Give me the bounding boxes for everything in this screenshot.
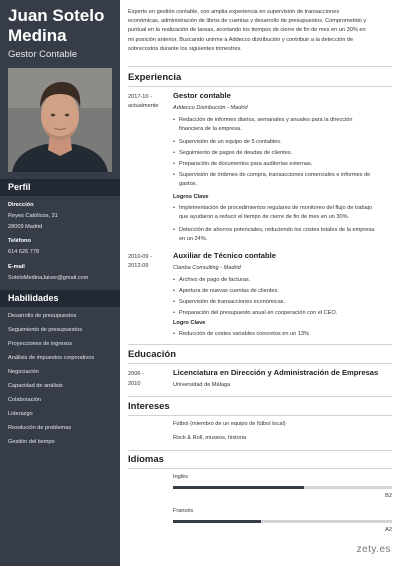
skill-item: Proyecciones de ingresos — [8, 341, 73, 347]
phone-label: Teléfono — [8, 238, 31, 244]
email-value[interactable]: SoteloMedinaJaiver@gmail.com — [8, 275, 89, 281]
language-name: Francés — [173, 508, 194, 514]
job2-date-start: 2010-09 - — [128, 254, 152, 260]
job1-date-end: actualmente — [128, 103, 159, 109]
skill-item: Gestión del tiempo — [8, 439, 55, 445]
language-level-bar — [173, 520, 392, 523]
divider — [128, 396, 392, 397]
education-degree: Licenciatura en Dirección y Administración de Empresas — [173, 368, 379, 377]
job2-key-label: Logro Clave — [173, 320, 206, 326]
phone-value: 614 626 778 — [8, 249, 40, 255]
skill-item: Negociación — [8, 369, 39, 375]
job2-key-bullet: • Reducción de costes variables concretos en un 13% — [173, 330, 391, 339]
education-title: Educación — [128, 349, 177, 360]
divider — [128, 86, 392, 87]
summary-line: económicas, administración de libros de cuentas y desarrollo de presupuestos. Comprometido y — [128, 18, 367, 25]
skill-item: Seguimiento de presupuestos — [8, 327, 83, 333]
profile-photo — [8, 68, 112, 172]
job2-date-end: 2012-09 — [128, 263, 149, 269]
skill-item: Análisis de impuestos corporativos — [8, 355, 95, 361]
language-level-bar — [173, 486, 392, 489]
candidate-name — [8, 6, 118, 46]
sidebar — [0, 0, 120, 566]
language-level: B2 — [385, 493, 392, 499]
summary-paragraph — [128, 8, 392, 54]
job2-title: Auxiliar de Técnico contable — [173, 251, 276, 260]
job-role: Gestor Contable — [8, 49, 78, 60]
education-date-start: 2006 - — [128, 371, 144, 377]
bullet-line: financiera de la empresa. — [179, 126, 242, 133]
bullet-line: gastos. — [179, 181, 198, 188]
language-level: A2 — [385, 527, 392, 533]
job1-bullet: • Preparación de documentos para auditorías externas. — [173, 160, 391, 169]
job2-bullet: • Supervisión de transacciones económicas. — [173, 298, 391, 307]
main-content — [120, 0, 400, 566]
divider — [128, 468, 392, 469]
job1-company: Addecco Distribución - Madrid — [173, 105, 248, 111]
summary-line: sobrecostos durante los siguientes trimestres. — [128, 45, 242, 52]
job2-bullet: • Preparación del presupuesto anual en cooperación con el CEO. — [173, 309, 391, 318]
summary-line: puntual en la realización de tareas, acortando los tiempos de cierre de fin de mes en un 30% en — [128, 27, 366, 34]
job2-company: Clanba Consulting - Madrid — [173, 265, 241, 271]
skill-item: Liderazgo — [8, 411, 33, 417]
experience-title: Experiencia — [128, 72, 182, 83]
language-level-fill — [173, 486, 304, 489]
profile-header: Perfil — [0, 179, 120, 196]
brand-logo: zety.es — [356, 544, 391, 555]
job1-key-bullet — [173, 204, 391, 222]
divider — [128, 66, 392, 67]
job2-bullet: • Apertura de nuevas cuentas de clientes. — [173, 287, 391, 296]
interests-title: Intereses — [128, 401, 170, 412]
name-line-2: Medina — [8, 26, 67, 45]
name-line-1: Juan Sotelo — [8, 6, 105, 25]
interest-item: Rock & Roll, museos, historia — [173, 435, 247, 441]
bullet-line: • Detección de ahorros potenciales, reduciendo los costes totales de la empresa — [179, 227, 375, 233]
interest-item: Fútbol (miembro de un equipo de fútbol local) — [173, 421, 286, 427]
job1-bullet — [173, 171, 391, 189]
skill-item: Desarrollo de presupuestos — [8, 313, 77, 319]
job2-bullet: • Archivo de pago de facturas. — [173, 276, 391, 285]
portrait-icon — [8, 68, 112, 172]
bullet-line: en un 24%. — [179, 236, 208, 243]
bullet-line: • Supervisión de órdenes de compra, transacciones comerciales e informes de — [179, 172, 371, 178]
bullet-line: • Redacción de informes diarios, semanales y anuales para la dirección — [179, 117, 353, 123]
bullet-line: • Implementación de procedimientos regulares de monitoreo del flujo de trabajo — [179, 205, 373, 211]
job1-bullet — [173, 116, 391, 134]
address-label: Dirección — [8, 202, 34, 208]
languages-title: Idiomas — [128, 454, 164, 465]
summary-line: Experto en gestión contable, con amplia experiencia en supervisión de transacciones — [128, 9, 340, 15]
divider — [128, 344, 392, 345]
job1-bullet: • Supervisión de un equipo de 5 contables. — [173, 138, 391, 147]
job1-title: Gestor contable — [173, 91, 231, 100]
email-label: E-mail — [8, 264, 25, 270]
education-date-end: 2010 — [128, 381, 141, 387]
language-name: Inglés — [173, 474, 188, 480]
job1-key-bullet — [173, 226, 391, 244]
divider — [128, 415, 392, 416]
address-line-1: Reyes Católicos, 31 — [8, 213, 58, 219]
skill-item: Colaboración — [8, 397, 41, 403]
skills-header: Habilidades — [0, 290, 120, 307]
language-level-fill — [173, 520, 261, 523]
job1-key-label: Logros Clave — [173, 194, 209, 200]
address-line-2: 28009 Madrid — [8, 224, 43, 230]
bullet-line: que ayudaron a reducir el tiempo de cierre de fin de mes en un 30%. — [179, 214, 350, 221]
summary-line: mi posición anterior. Buscando unirme a Addecco distribución y contribuir a la detección de — [128, 36, 354, 43]
job1-bullet: • Seguimiento de pagos de deudas de clientes. — [173, 149, 391, 158]
job1-date-start: 2017-10 - — [128, 94, 152, 100]
education-school: Universidad de Málaga — [173, 382, 231, 388]
skill-item: Resolución de problemas — [8, 425, 72, 431]
skill-item: Capacidad de análisis — [8, 383, 63, 389]
divider — [128, 363, 392, 364]
divider — [128, 450, 392, 451]
